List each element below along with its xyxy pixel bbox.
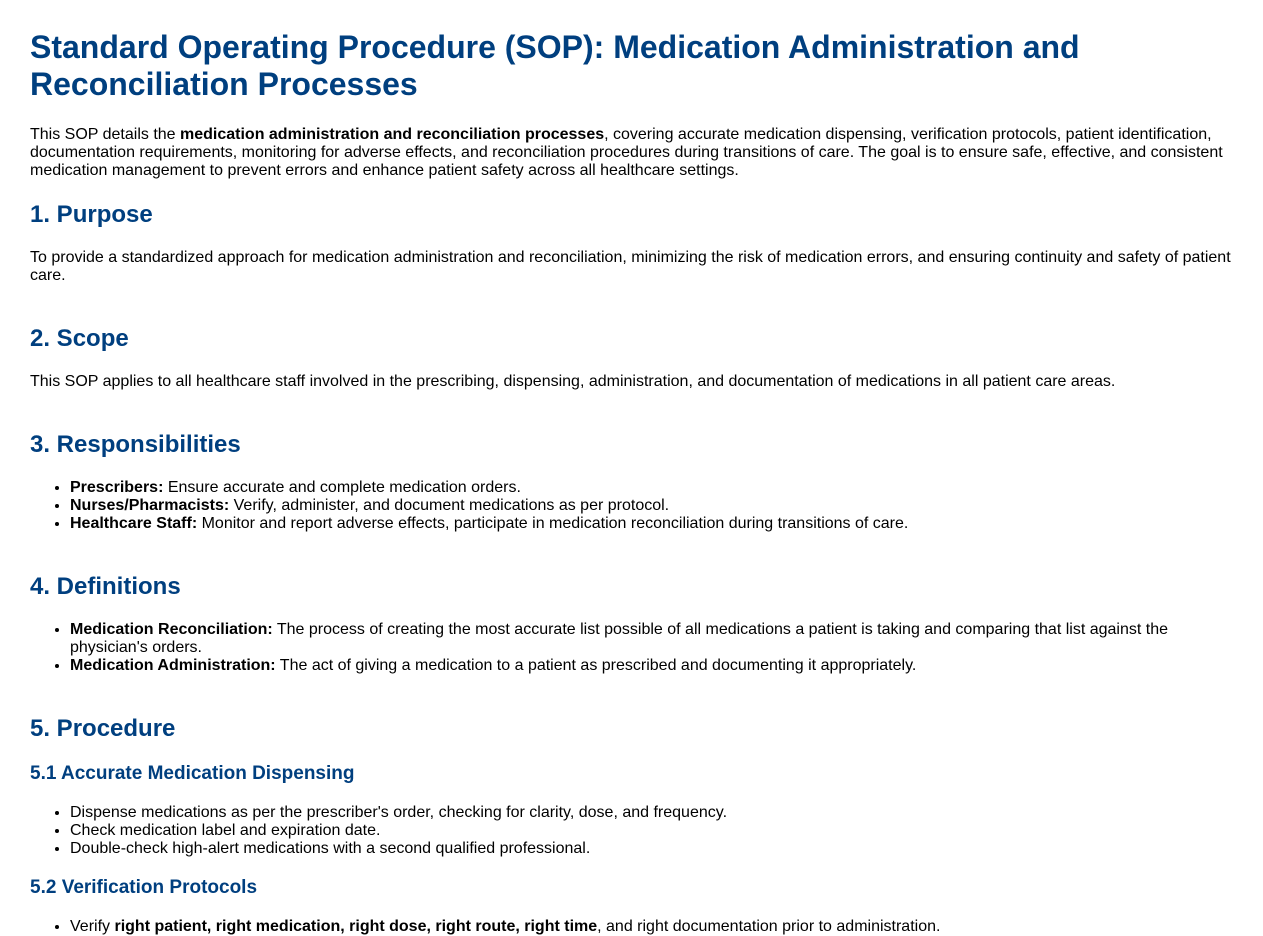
list-item-prefix: Verify bbox=[70, 918, 115, 935]
list-item-term: Medication Reconciliation: bbox=[70, 621, 273, 638]
list-item-term: Prescribers: bbox=[70, 479, 164, 496]
verification-heading: 5.2 Verification Protocols bbox=[30, 877, 258, 898]
definitions-list bbox=[30, 621, 1238, 675]
list-item-text: Verify, administer, and document medications as per protocol. bbox=[229, 497, 670, 514]
dispensing-list bbox=[30, 804, 1238, 858]
list-item bbox=[70, 621, 1238, 657]
dispensing-heading: 5.1 Accurate Medication Dispensing bbox=[30, 763, 355, 784]
list-item-bold: right patient, right medication, right dose, right route, right time bbox=[114, 918, 598, 935]
purpose-text: To provide a standardized approach for medication administration and reconciliation, minimizing the risk of medication errors, and ensuring continuity and safety of patient care. bbox=[30, 249, 1231, 284]
list-item-term: Medication Administration: bbox=[70, 657, 276, 674]
list-item bbox=[70, 657, 1238, 675]
list-item-term: Nurses/Pharmacists: bbox=[70, 497, 230, 514]
list-item bbox=[70, 479, 1238, 497]
list-item-text: Ensure accurate and complete medication orders. bbox=[163, 479, 521, 496]
intro-paragraph bbox=[30, 126, 1238, 180]
scope-heading: 2. Scope bbox=[30, 325, 129, 352]
list-item: • Dispense medications as per the prescriber's order, checking for clarity, dose, and frequency. bbox=[70, 804, 1238, 822]
intro-prefix: This SOP details the bbox=[30, 126, 180, 143]
page-title: Standard Operating Procedure (SOP): Medication Administration and Reconciliation Processes bbox=[30, 29, 1080, 102]
scope-text: This SOP applies to all healthcare staff involved in the prescribing, dispensing, administration, and documentation of medications in all patient care areas. bbox=[30, 373, 1116, 390]
responsibilities-heading: 3. Responsibilities bbox=[30, 431, 241, 458]
list-item-term: Healthcare Staff: bbox=[70, 515, 198, 532]
purpose-heading: 1. Purpose bbox=[30, 201, 153, 228]
procedure-heading: 5. Procedure bbox=[30, 715, 176, 742]
sop-document bbox=[30, 0, 1238, 936]
list-item bbox=[70, 515, 1238, 533]
list-item-text: Monitor and report adverse effects, participate in medication reconciliation during transitions of care. bbox=[197, 515, 909, 532]
responsibilities-list bbox=[30, 479, 1238, 533]
definitions-heading: 4. Definitions bbox=[30, 573, 181, 600]
verification-list bbox=[30, 918, 1238, 936]
intro-suffix: , covering accurate medication dispensing, verification protocols, patient identification, documentation requirements, monitoring for adverse effects, and reconciliation procedures during transitions of care. The goal is to ensure safe, effective, and consistent medication management to prevent errors and enhance patient safety across all healthcare settings. bbox=[30, 126, 1223, 179]
list-item-text: The act of giving a medication to a patient as prescribed and documenting it appropriately. bbox=[275, 657, 917, 674]
intro-bold: medication administration and reconciliation processes bbox=[180, 126, 605, 143]
list-item: • Double-check high-alert medications with a second qualified professional. bbox=[70, 840, 1238, 858]
list-item-suffix: , and right documentation prior to administration. bbox=[597, 918, 941, 935]
list-item-text: The process of creating the most accurate list possible of all medications a patient is taking and comparing that list against the physician's orders. bbox=[70, 621, 1168, 656]
list-item bbox=[70, 497, 1238, 515]
list-item: • Check medication label and expiration date. bbox=[70, 822, 1238, 840]
list-item bbox=[70, 918, 1238, 936]
